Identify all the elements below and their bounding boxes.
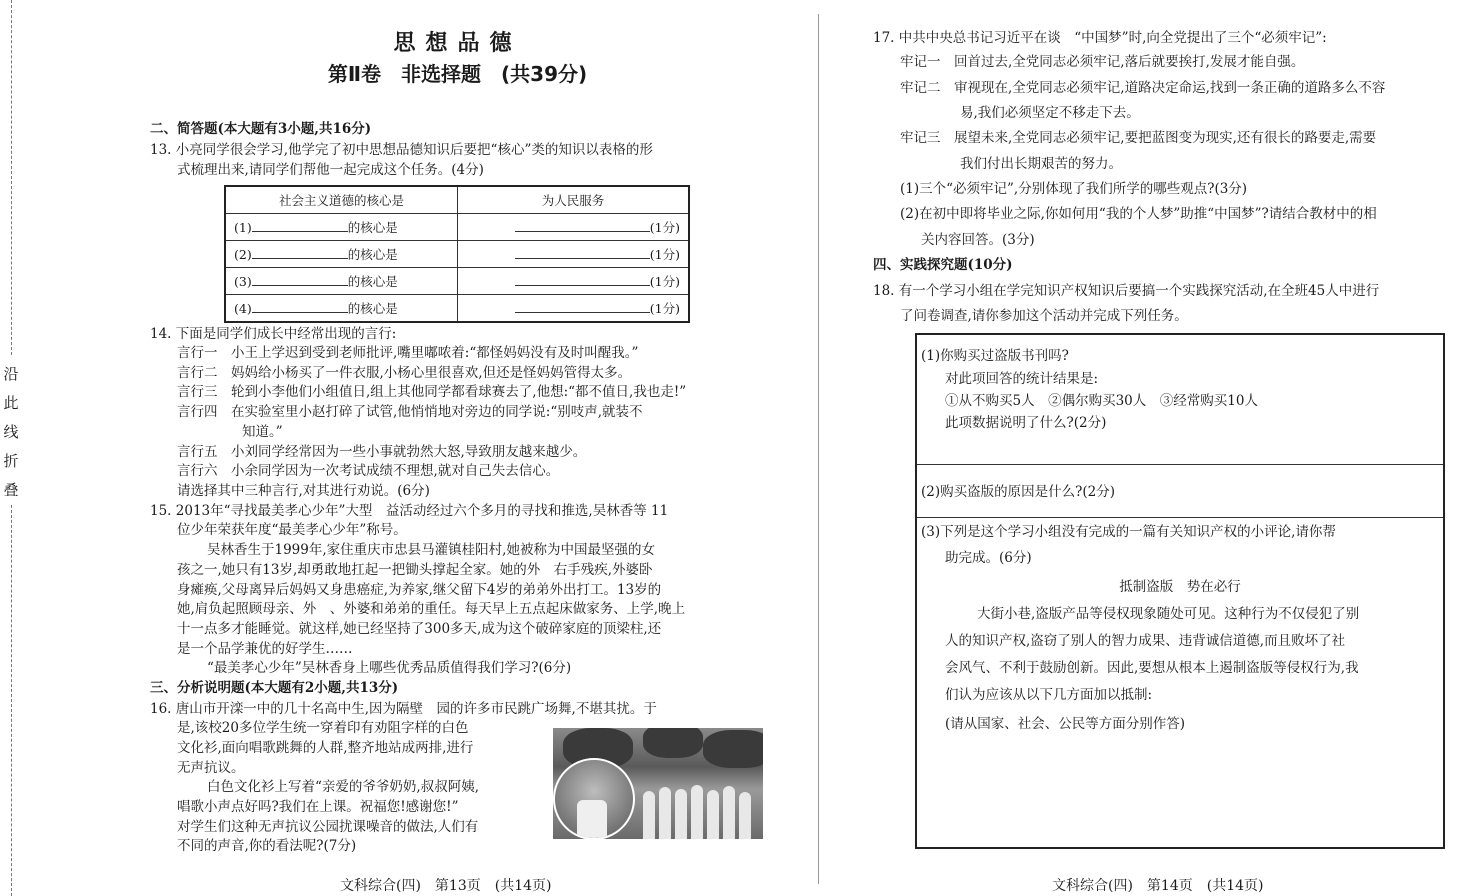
fold-char: 此 bbox=[3, 394, 19, 412]
table-row bbox=[225, 241, 689, 268]
item-text: 妈妈给小杨买了一件衣服,小杨心里很喜欢,但还是怪妈妈管得太多。 bbox=[231, 365, 632, 381]
row-suffix: 的核心是 bbox=[347, 301, 398, 316]
photo-student bbox=[707, 790, 719, 839]
essay-line: 人的知识产权,盗窃了别人的智力成果、违背诚信道德,而且败坏了社 bbox=[945, 633, 1346, 649]
section-2-heading: 二、简答题(本大题有3小题,共16分) bbox=[150, 121, 372, 137]
table-row bbox=[225, 295, 689, 323]
item-text: 展望未来,全党同志必须牢记,要把蓝图变为现实,还有很长的路要走,需要 bbox=[954, 130, 1377, 146]
q17-item-cont: 我们付出长期艰苦的努力。 bbox=[960, 156, 1122, 172]
q15-ask: “最美孝心少年”吴林香身上哪些优秀品质值得我们学习?(6分) bbox=[207, 660, 572, 676]
fold-char: 叠 bbox=[3, 481, 19, 499]
q16-text: 文化衫,面向唱歌跳舞的人群,整齐地站成两排,进行 bbox=[177, 740, 474, 756]
fold-line-bottom bbox=[11, 505, 12, 896]
item-text: 小王上学迟到受到老师批评,嘴里嘟哝着:“都怪妈妈没有及时叫醒我。” bbox=[231, 345, 639, 361]
photo-student bbox=[659, 787, 671, 839]
essay-line: 们认为应该从以下几方面加以抵制: bbox=[945, 687, 1153, 703]
answer-blank[interactable] bbox=[515, 300, 650, 313]
q18-part1-ask: 此项数据说明了什么?(2分) bbox=[945, 415, 1107, 431]
answer-blank[interactable] bbox=[252, 219, 348, 232]
row-suffix: 的核心是 bbox=[347, 274, 398, 289]
q18-part3-question: (3)下列是这个学习小组没有完成的一篇有关知识产权的小评论,请你帮 bbox=[921, 524, 1336, 540]
q17-item-cont: 易,我们必须坚定不移走下去。 bbox=[960, 105, 1140, 121]
q18-intro-cont: 了问卷调查,请你参加这个活动并完成下列任务。 bbox=[900, 308, 1188, 324]
essay-hint: (请从国家、社会、公民等方面分别作答) bbox=[945, 716, 1186, 732]
photo-student bbox=[691, 785, 703, 839]
page-subtitle: 第Ⅱ卷 非选择题 (共39分) bbox=[327, 62, 588, 86]
q14-item bbox=[177, 403, 643, 423]
q14-item bbox=[177, 462, 559, 482]
q15-text: 15. 2013年“寻找最美孝心少年”大型 益活动经过六个多月的寻找和推选,吴林香等 11 bbox=[150, 503, 669, 519]
photo-student bbox=[675, 789, 687, 839]
box-separator bbox=[917, 517, 1443, 518]
answer-blank[interactable] bbox=[252, 273, 348, 286]
item-text: 审视现在,全党同志必须牢记,道路决定命运,找到一条正确的道路多么不容 bbox=[954, 80, 1386, 96]
item-text: 回首过去,全党同志必须牢记,落后就要挨打,发展才能自强。 bbox=[954, 54, 1305, 70]
answer-blank[interactable] bbox=[252, 246, 348, 259]
fold-char: 沿 bbox=[3, 365, 19, 383]
essay-title: 抵制盗版 势在必行 bbox=[1119, 579, 1241, 595]
q17-item bbox=[900, 53, 1304, 73]
photo-student bbox=[643, 791, 655, 839]
row-number: (2) bbox=[234, 247, 252, 262]
item-label: 言行一 bbox=[177, 345, 218, 361]
q17-intro: 17. 中共中央总书记习近平在谈 “中国梦”时,向全党提出了三个“必须牢记”: bbox=[873, 30, 1327, 46]
protest-photo-inset bbox=[553, 758, 635, 840]
essay-line: 会风气、不利于鼓励创新。因此,要想从根本上遏制盗版等侵权行为,我 bbox=[945, 660, 1359, 676]
q13-text: 式梳理出来,请同学们帮他一起完成这个任务。(4分) bbox=[177, 162, 484, 178]
fold-char: 线 bbox=[3, 423, 19, 441]
item-label: 言行六 bbox=[177, 463, 218, 479]
q16-text: 对学生们这种无声抗议公园扰课噪音的做法,人们有 bbox=[177, 819, 479, 835]
box-separator bbox=[917, 464, 1443, 465]
answer-blank[interactable] bbox=[515, 219, 650, 232]
item-text: 小余同学因为一次考试成绩不理想,就对自己失去信心。 bbox=[231, 463, 560, 479]
q18-part1-text: 对此项回答的统计结果是: bbox=[945, 371, 1099, 387]
answer-blank[interactable] bbox=[252, 300, 348, 313]
q18-answer-box bbox=[915, 333, 1445, 849]
q15-text: 身瘫痪,父母离异后妈妈又身患癌症,为养家,继父留下4岁的弟弟外出打工。13岁的 bbox=[177, 582, 662, 598]
fold-char: 折 bbox=[3, 452, 19, 470]
q14-ask: 请选择其中三种言行,对其进行劝说。(6分) bbox=[177, 483, 430, 499]
q16-ask: 不同的声音,你的看法呢?(7分) bbox=[177, 838, 357, 854]
table-header: 社会主义道德的核心是 bbox=[225, 186, 458, 214]
item-label: 言行三 bbox=[177, 384, 218, 400]
photo-tree bbox=[643, 728, 703, 758]
q15-text: 吴林香生于1999年,家住重庆市忠县马灌镇桂阳村,她被称为中国最坚强的女 bbox=[207, 542, 655, 558]
table-row bbox=[225, 214, 689, 241]
q14-intro: 14. 下面是同学们成长中经常出现的言行: bbox=[150, 326, 397, 342]
section-4-heading: 四、实践探究题(10分) bbox=[873, 257, 1013, 273]
q15-text: 她,肩负起照顾母亲、外 、外婆和弟弟的重任。每天早上五点起床做家务、上学,晚上 bbox=[177, 601, 686, 617]
q16-text: 16. 唐山市开滦一中的几十名高中生,因为隔壁 园的许多市民跳广场舞,不堪其扰。于 bbox=[150, 701, 657, 717]
row-number: (3) bbox=[234, 274, 252, 289]
q15-text: 十一点多才能睡觉。就这样,她已经坚持了300多天,成为这个破碎家庭的顶梁柱,还 bbox=[177, 621, 662, 637]
essay-line: 大街小巷,盗版产品等侵权现象随处可见。这种行为不仅侵犯了别 bbox=[977, 606, 1360, 622]
q18-intro: 18. 有一个学习小组在学完知识产权知识后要搞一个实践探究活动,在全班45人中进行 bbox=[873, 283, 1380, 299]
q16-text: 白色文化衫上写着“亲爱的爷爷奶奶,叔叔阿姨, bbox=[207, 779, 479, 795]
q14-item-cont: 知道。” bbox=[242, 424, 283, 440]
row-suffix: 的核心是 bbox=[347, 220, 398, 235]
item-label: 言行四 bbox=[177, 404, 218, 420]
q14-item bbox=[177, 443, 586, 463]
q17-sub2-cont: 关内容回答。(3分) bbox=[921, 232, 1035, 248]
q18-part3-question-cont: 助完成。(6分) bbox=[945, 550, 1032, 566]
q17-sub2: (2)在初中即将毕业之际,你如何用“我的个人梦”助推“中国梦”?请结合教材中的相 bbox=[900, 206, 1377, 222]
page-footer: 文科综合(四) 第14页 (共14页) bbox=[1052, 878, 1264, 894]
photo-student bbox=[723, 786, 735, 839]
q18-part1-stats: ①从不购买5人 ②偶尔购买30人 ③经常购买10人 bbox=[945, 393, 1258, 409]
q13-text: 13. 小亮同学很会学习,他学完了初中思想品德知识后要把“核心”类的知识以表格的形 bbox=[150, 142, 653, 158]
row-number: (4) bbox=[234, 301, 252, 316]
q18-part2-question: (2)购买盗版的原因是什么?(2分) bbox=[921, 484, 1115, 500]
item-label: 牢记二 bbox=[900, 80, 941, 96]
item-text: 轮到小李他们小组值日,组上其他同学都看球赛去了,他想:“都不值日,我也走!” bbox=[231, 384, 687, 400]
photo-student bbox=[577, 800, 607, 838]
q16-text: 是,该校20多位学生统一穿着印有劝阻字样的白色 bbox=[177, 720, 469, 736]
page-divider bbox=[818, 14, 819, 884]
q15-text: 孩之一,她只有13岁,却勇敢地扛起一把锄头撑起全家。她的外 右手残疾,外婆卧 bbox=[177, 562, 653, 578]
q14-item bbox=[177, 344, 638, 364]
row-suffix: 的核心是 bbox=[347, 247, 398, 262]
row-score: (1分) bbox=[649, 301, 680, 316]
photo-tree bbox=[703, 730, 763, 768]
q14-item bbox=[177, 383, 686, 403]
table-header: 为人民服务 bbox=[458, 186, 690, 214]
section-3-heading: 三、分析说明题(本大题有2小题,共13分) bbox=[150, 680, 399, 696]
q17-item bbox=[900, 129, 1376, 149]
q17-item bbox=[900, 79, 1385, 99]
item-label: 言行二 bbox=[177, 365, 218, 381]
item-text: 在实验室里小赵打碎了试管,他悄悄地对旁边的同学说:“别吱声,就装不 bbox=[231, 404, 643, 420]
q16-text: 无声抗议。 bbox=[177, 760, 245, 776]
table-row bbox=[225, 268, 689, 295]
q15-text: 是一个品学兼优的好学生…… bbox=[177, 641, 353, 657]
core-table bbox=[224, 185, 690, 323]
answer-blank[interactable] bbox=[515, 246, 650, 259]
answer-blank[interactable] bbox=[515, 273, 650, 286]
item-label: 牢记一 bbox=[900, 54, 941, 70]
page-title: 思想品德 bbox=[393, 31, 522, 56]
q15-text: 位少年荣获年度“最美孝心少年”称号。 bbox=[177, 522, 407, 538]
fold-line-top bbox=[11, 0, 12, 355]
row-score: (1分) bbox=[649, 274, 680, 289]
row-score: (1分) bbox=[649, 220, 680, 235]
item-text: 小刘同学经常因为一些小事就勃然大怒,导致朋友越来越少。 bbox=[231, 444, 587, 460]
photo-student bbox=[739, 792, 751, 839]
item-label: 牢记三 bbox=[900, 130, 941, 146]
q14-item bbox=[177, 364, 631, 384]
q16-text: 唱歌小声点好吗?我们在上课。祝福您!感谢您!” bbox=[177, 799, 459, 815]
item-label: 言行五 bbox=[177, 444, 218, 460]
q17-sub1: (1)三个“必须牢记”,分别体现了我们所学的哪些观点?(3分) bbox=[900, 181, 1248, 197]
page-footer: 文科综合(四) 第13页 (共14页) bbox=[340, 878, 552, 894]
row-score: (1分) bbox=[649, 247, 680, 262]
fold-instruction bbox=[2, 360, 20, 505]
row-number: (1) bbox=[234, 220, 252, 235]
q18-part1-question: (1)你购买过盗版书刊吗? bbox=[921, 348, 1069, 364]
